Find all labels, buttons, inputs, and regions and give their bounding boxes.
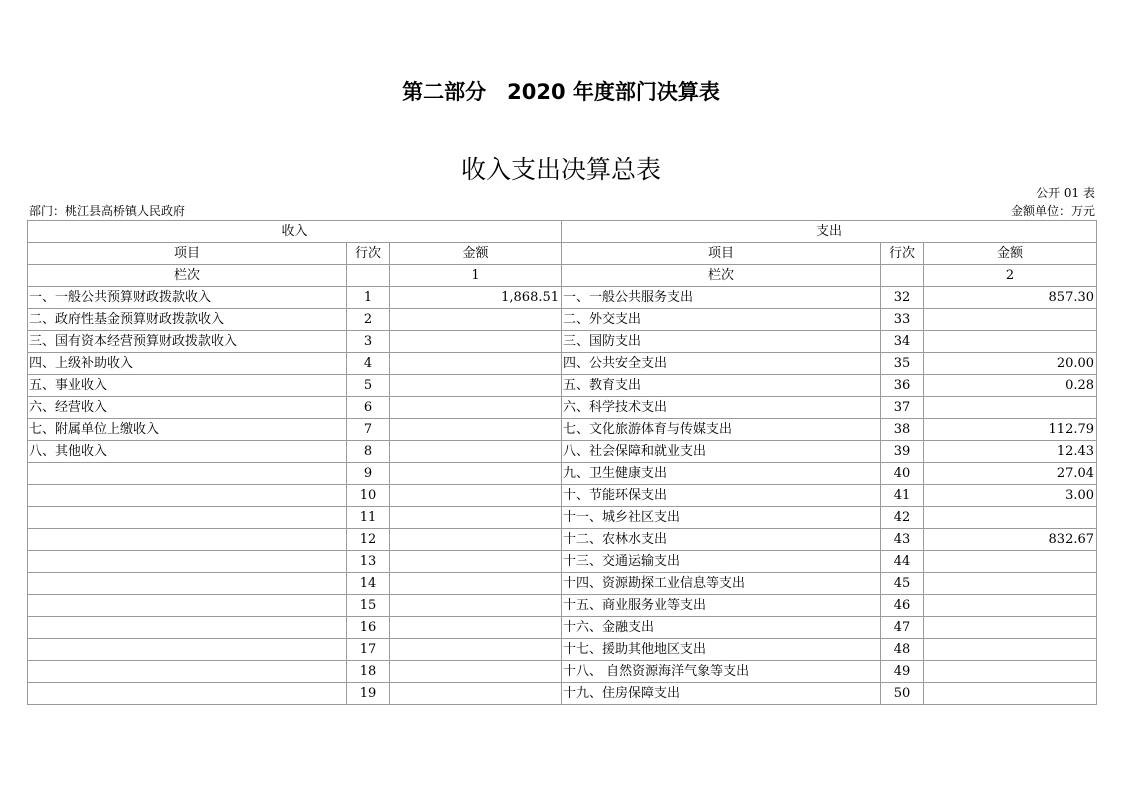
table-row bbox=[28, 419, 1097, 441]
income-amount-cell bbox=[390, 639, 562, 661]
expense-row-no-cell: 45 bbox=[881, 573, 924, 595]
expense-amount-cell bbox=[924, 551, 1097, 573]
part-title: 第二部分 2020 年度部门决算表 bbox=[402, 80, 720, 104]
expense-row-no-cell: 44 bbox=[881, 551, 924, 573]
table-row bbox=[28, 639, 1097, 661]
expense-item-cell: 四、公共安全支出 bbox=[562, 353, 881, 375]
expense-row-no-cell: 36 bbox=[881, 375, 924, 397]
income-row-no-cell: 4 bbox=[347, 353, 390, 375]
expense-row-no-cell: 48 bbox=[881, 639, 924, 661]
expense-amount-cell bbox=[924, 639, 1097, 661]
income-item-cell: 四、上级补助收入 bbox=[28, 353, 347, 375]
expense-amount-cell: 12.43 bbox=[924, 441, 1097, 463]
income-row-no-cell: 15 bbox=[347, 595, 390, 617]
table-row bbox=[28, 683, 1097, 705]
income-item-cell bbox=[28, 573, 347, 595]
income-item-cell bbox=[28, 507, 347, 529]
expense-amount-cell: 112.79 bbox=[924, 419, 1097, 441]
income-item-cell bbox=[28, 683, 347, 705]
income-item-header: 项目 bbox=[28, 243, 347, 265]
income-expense-table bbox=[27, 220, 1097, 705]
table-row bbox=[28, 595, 1097, 617]
expense-row-no-cell: 42 bbox=[881, 507, 924, 529]
expense-amount-header: 金额 bbox=[924, 243, 1097, 265]
income-amount-cell bbox=[390, 309, 562, 331]
income-item-cell bbox=[28, 485, 347, 507]
income-item-cell: 七、附属单位上缴收入 bbox=[28, 419, 347, 441]
table-row bbox=[28, 573, 1097, 595]
income-row-no-cell: 18 bbox=[347, 661, 390, 683]
expense-amount-cell bbox=[924, 309, 1097, 331]
expense-row-no-cell: 39 bbox=[881, 441, 924, 463]
income-row-no-cell: 13 bbox=[347, 551, 390, 573]
expense-section-header: 支出 bbox=[562, 221, 1097, 243]
expense-item-cell: 十二、农林水支出 bbox=[562, 529, 881, 551]
expense-item-cell: 九、卫生健康支出 bbox=[562, 463, 881, 485]
income-row-no-cell: 19 bbox=[347, 683, 390, 705]
expense-row-no-cell: 46 bbox=[881, 595, 924, 617]
expense-amount-cell: 3.00 bbox=[924, 485, 1097, 507]
table-row bbox=[28, 287, 1097, 309]
expense-item-cell: 十七、援助其他地区支出 bbox=[562, 639, 881, 661]
income-row-no-cell: 3 bbox=[347, 331, 390, 353]
income-item-cell: 三、国有资本经营预算财政拨款收入 bbox=[28, 331, 347, 353]
income-row-no-cell: 6 bbox=[347, 397, 390, 419]
expense-item-cell: 十五、商业服务业等支出 bbox=[562, 595, 881, 617]
table-row bbox=[28, 507, 1097, 529]
income-col-label: 栏次 bbox=[28, 265, 347, 287]
expense-row-no-cell: 33 bbox=[881, 309, 924, 331]
income-item-cell bbox=[28, 595, 347, 617]
expense-amount-cell bbox=[924, 595, 1097, 617]
expense-item-header: 项目 bbox=[562, 243, 881, 265]
income-row-no-cell: 5 bbox=[347, 375, 390, 397]
income-col-index: 1 bbox=[390, 265, 562, 287]
income-item-cell bbox=[28, 551, 347, 573]
income-amount-cell bbox=[390, 683, 562, 705]
table-row bbox=[28, 397, 1097, 419]
form-number: 公开 01 表 bbox=[1036, 186, 1095, 200]
expense-row-no-cell: 41 bbox=[881, 485, 924, 507]
income-amount-cell bbox=[390, 507, 562, 529]
income-amount-cell: 1,868.51 bbox=[390, 287, 562, 309]
expense-row-no-cell: 40 bbox=[881, 463, 924, 485]
expense-col-label: 栏次 bbox=[562, 265, 881, 287]
expense-amount-cell bbox=[924, 661, 1097, 683]
income-item-cell: 八、其他收入 bbox=[28, 441, 347, 463]
income-row-no-cell: 12 bbox=[347, 529, 390, 551]
table-row bbox=[28, 485, 1097, 507]
income-section-header: 收入 bbox=[28, 221, 562, 243]
expense-amount-cell: 27.04 bbox=[924, 463, 1097, 485]
expense-item-cell: 十三、交通运输支出 bbox=[562, 551, 881, 573]
expense-col-index: 2 bbox=[924, 265, 1097, 287]
income-amount-cell bbox=[390, 463, 562, 485]
income-row-no-cell: 8 bbox=[347, 441, 390, 463]
income-item-cell: 一、一般公共预算财政拨款收入 bbox=[28, 287, 347, 309]
expense-row-no-cell: 47 bbox=[881, 617, 924, 639]
expense-item-cell: 一、一般公共服务支出 bbox=[562, 287, 881, 309]
income-amount-cell bbox=[390, 397, 562, 419]
expense-amount-cell: 0.28 bbox=[924, 375, 1097, 397]
income-amount-cell bbox=[390, 551, 562, 573]
table-row bbox=[28, 441, 1097, 463]
income-item-cell: 五、事业收入 bbox=[28, 375, 347, 397]
expense-amount-cell bbox=[924, 331, 1097, 353]
expense-row-no-cell: 35 bbox=[881, 353, 924, 375]
column-header-row bbox=[28, 243, 1097, 265]
expense-item-cell: 十六、金融支出 bbox=[562, 617, 881, 639]
table-row bbox=[28, 617, 1097, 639]
amount-unit-label: 金额单位：万元 bbox=[1010, 204, 1095, 218]
income-row-no-cell: 7 bbox=[347, 419, 390, 441]
expense-row-no-header: 行次 bbox=[881, 243, 924, 265]
income-item-cell: 六、经营收入 bbox=[28, 397, 347, 419]
income-row-no-cell: 2 bbox=[347, 309, 390, 331]
expense-item-cell: 十九、住房保障支出 bbox=[562, 683, 881, 705]
table-row bbox=[28, 463, 1097, 485]
expense-row-no-cell: 34 bbox=[881, 331, 924, 353]
expense-item-cell: 五、教育支出 bbox=[562, 375, 881, 397]
expense-amount-cell bbox=[924, 507, 1097, 529]
income-amount-cell bbox=[390, 573, 562, 595]
income-amount-cell bbox=[390, 441, 562, 463]
table-row bbox=[28, 661, 1097, 683]
income-amount-cell bbox=[390, 661, 562, 683]
expense-item-cell: 十八、 自然资源海洋气象等支出 bbox=[562, 661, 881, 683]
income-amount-cell bbox=[390, 331, 562, 353]
expense-amount-cell bbox=[924, 573, 1097, 595]
income-row-no-cell: 16 bbox=[347, 617, 390, 639]
expense-row-no-cell: 37 bbox=[881, 397, 924, 419]
income-amount-cell bbox=[390, 617, 562, 639]
expense-item-cell: 六、科学技术支出 bbox=[562, 397, 881, 419]
expense-item-cell: 十、节能环保支出 bbox=[562, 485, 881, 507]
income-row-no-header: 行次 bbox=[347, 243, 390, 265]
income-row-no-cell: 11 bbox=[347, 507, 390, 529]
expense-col-empty bbox=[881, 265, 924, 287]
income-row-no-cell: 14 bbox=[347, 573, 390, 595]
expense-row-no-cell: 50 bbox=[881, 683, 924, 705]
income-item-cell bbox=[28, 529, 347, 551]
expense-row-no-cell: 32 bbox=[881, 287, 924, 309]
income-amount-cell bbox=[390, 529, 562, 551]
expense-amount-cell bbox=[924, 617, 1097, 639]
expense-amount-cell: 20.00 bbox=[924, 353, 1097, 375]
column-index-row bbox=[28, 265, 1097, 287]
income-row-no-cell: 17 bbox=[347, 639, 390, 661]
expense-item-cell: 三、国防支出 bbox=[562, 331, 881, 353]
expense-amount-cell bbox=[924, 683, 1097, 705]
income-amount-cell bbox=[390, 375, 562, 397]
table-row bbox=[28, 353, 1097, 375]
expense-amount-cell: 832.67 bbox=[924, 529, 1097, 551]
table-row bbox=[28, 529, 1097, 551]
expense-amount-cell bbox=[924, 397, 1097, 419]
income-amount-header: 金额 bbox=[390, 243, 562, 265]
income-row-no-cell: 9 bbox=[347, 463, 390, 485]
income-item-cell: 二、政府性基金预算财政拨款收入 bbox=[28, 309, 347, 331]
table-title: 收入支出决算总表 bbox=[460, 155, 661, 184]
income-amount-cell bbox=[390, 485, 562, 507]
income-item-cell bbox=[28, 463, 347, 485]
table-row bbox=[28, 309, 1097, 331]
income-row-no-cell: 10 bbox=[347, 485, 390, 507]
expense-row-no-cell: 38 bbox=[881, 419, 924, 441]
section-header-row bbox=[28, 221, 1097, 243]
expense-row-no-cell: 49 bbox=[881, 661, 924, 683]
income-item-cell bbox=[28, 617, 347, 639]
expense-item-cell: 十一、城乡社区支出 bbox=[562, 507, 881, 529]
expense-amount-cell: 857.30 bbox=[924, 287, 1097, 309]
income-amount-cell bbox=[390, 419, 562, 441]
income-amount-cell bbox=[390, 595, 562, 617]
table-row bbox=[28, 375, 1097, 397]
table-row bbox=[28, 551, 1097, 573]
expense-item-cell: 二、外交支出 bbox=[562, 309, 881, 331]
income-item-cell bbox=[28, 639, 347, 661]
income-col-empty bbox=[347, 265, 390, 287]
expense-row-no-cell: 43 bbox=[881, 529, 924, 551]
expense-item-cell: 八、社会保障和就业支出 bbox=[562, 441, 881, 463]
expense-item-cell: 七、文化旅游体育与传媒支出 bbox=[562, 419, 881, 441]
table-row bbox=[28, 331, 1097, 353]
income-amount-cell bbox=[390, 353, 562, 375]
income-item-cell bbox=[28, 661, 347, 683]
department-label: 部门：桃江县高桥镇人民政府 bbox=[29, 204, 186, 218]
expense-item-cell: 十四、资源勘探工业信息等支出 bbox=[562, 573, 881, 595]
income-row-no-cell: 1 bbox=[347, 287, 390, 309]
